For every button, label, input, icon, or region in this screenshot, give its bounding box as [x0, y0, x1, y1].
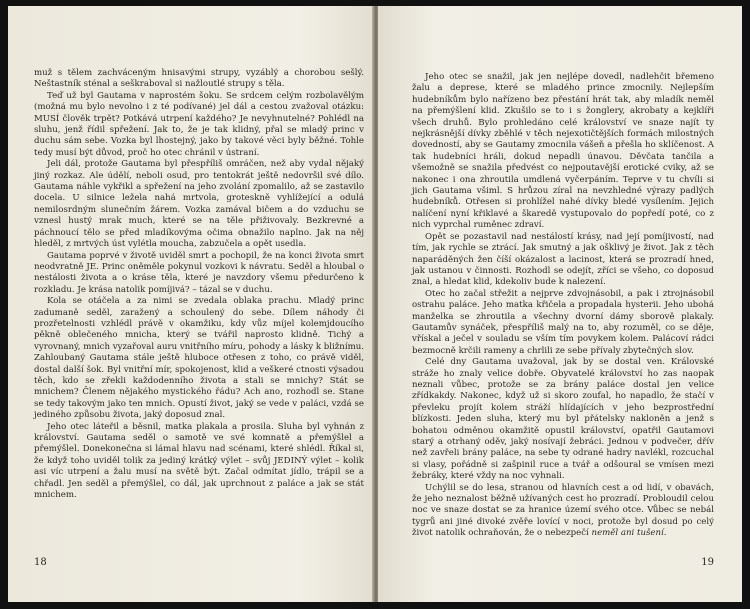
italic-phrase: neměl ani tušení.: [591, 528, 667, 539]
paragraph: Kola se otáčela a za nimi se zvedala oblaka prachu. Mladý princ zadumaně seděl, zaražený a schoulený do sebe. Dílem náhody či prozřetelnosti vzhlédl právě v okamžiku, kdy vůz míjel kolemjdoucího pěkně oblečeného mnicha, který se tvářil naprosto klidně. Tichý a vyrovnaný, mnich vyzařoval auru vnitřního míru, pohody a lásky k bližnímu. Zahloubaný Gautama stále ještě hluboce otřesen z toho, co právě viděl, dostal další šok. Byl vnitřní mír, spokojenost, klid a veškeré ctnosti výsadou těch, kdo se zřekli každodenního života a stali se mnichy? Stát se mnichem? Členem nějakého mystického řádu? Ach ano, rozhodl se. Stane se tedy takovým jako ten mnich. Opustí život, jaký se vede v paláci, vzdá se jediného způsobu života, jaký doposud znal.: [34, 296, 364, 421]
paragraph: muž s tělem zachváceným hnisavými strupy, vyzáblý a chorobou sešlý. Neštastník sténal a seškraboval si nažloutlé strupy s těla.: [34, 68, 364, 90]
page-number-right: 19: [701, 557, 714, 568]
paragraph: Jeli dál, protože Gautama byl přespříliš omráčen, než aby vydal nějaký jiný rozkaz. Ale údělí, neboli osud, pro tentokrát ještě nedovršil své dílo. Gautama náhle vykřikl a spřežení na jeho zvolání zpomalilo, až se zastavilo docela. U silnice ležela nahá mrtvola, groteskně vyhlížející a odulá nemilosrdným slunečním žárem. Vozka zamával bičem a do vzduchu se vznesl hustý mrak much, které se na těle přiživovaly. Bezkrevné a páchnoucí tělo se před mladíkovýma očima obnažilo naplno. Jak na něj hleděl, z mrtvých úst vylétla moucha, zabzučela a opět usedla.: [34, 159, 364, 250]
paragraph: Jeho otec láteřil a běsnil, matka plakala a prosila. Sluha byl vyhnán z království. Gautama seděl o samotě ve své komnatě a přemýšlel a přemýšlel. Donekonečna si lámal hlavu nad scénami, které shlédl. Říkal si, že když toho uviděl tolik za jediný krátký výlet – svůj JEDINÝ výlet – kolik asi víc utrpení a žalu musí na světě být. Začal odmítat jídlo, trápil se a chřadl. Jen seděl a přemýšlel, co dál, jak uprchnout z paláce a jak se stát mnichem.: [34, 421, 364, 501]
paragraph: Opět se pozastavil nad nestálostí krásy, nad její pomíjivostí, nad tím, jak rychle se ztrácí. Jak smutný a jak ošklivý je život. Jak z těch naparáděných žen číší okázalost a lacinost, která se prozradí hned, jak ustanou v činnosti. Rozhodl se odejít, zříci se všeho, co doposud znal, a hledat klid, kdekoliv bude k nalezení.: [412, 231, 714, 288]
right-page-text: [412, 72, 714, 540]
left-page: [8, 6, 374, 602]
paragraph: [412, 483, 714, 540]
page-number-left: 18: [34, 557, 47, 568]
right-page: [378, 6, 742, 602]
paragraph: Otec ho začal střežit a nejprve zdvojnásobil, a pak i ztrojnásobil ostrahu paláce. Jeho matka křičela a propadala hysterii. Jeho ubohá manželka se zhroutila a všechny dvorní dámy sborově plakaly. Gautamův synáček, přespříliš malý na to, aby rozuměl, co se děje, vřískal a ječel v souladu se vším tím povykem kolem. Palácoví rádci bezmocně krčili rameny a chrlili ze sebe přívaly zbytečných slov.: [412, 288, 714, 356]
paragraph-text: Uchýlil se do lesa, stranou od hlavních cest a od lidí, v obavách, že jeho neznalost běžně užívaných cest ho prozradí. Probloudil celou noc ve snaze dostat se za hranice území svého otce. Vůbec se nebál tygrů ani jiné divoké zvěře lovící v noci, protože byl dosud po celý život natolik ochraňován, že o nebezpečí: [412, 482, 714, 539]
left-page-text: [34, 68, 364, 501]
paragraph: Teď už byl Gautama v naprostém šoku. Se srdcem celým rozbolavělým (možná mu bylo nevolno i z té podívané) jel dál a cestou zvažoval otázku: MUSÍ člověk trpět? Potkává utrpení každého? Je nevyhnutelné? Pohlédl na sluhu, jenž řídil spřežení. Jak to, že je tak klidný, přal se mladý princ v duchu sám sebe. Vozka byl lhostejný, jako by takové věci byly běžné. Tohle tedy musí být důvod, proč ho otec chránil v ústraní.: [34, 90, 364, 158]
paragraph: Jeho otec se snažil, jak jen nejlépe dovedl, nadlehčit břemeno žalu a deprese, které se mladého prince zmocnily. Nejlepším hudebníkům bylo nařízeno bez přestání hrát tak, aby mladík neměl na přemýšlení klid. Zkušilo se to i s žonglery, akrobaty a kejklíři všech druhů. Bylo prohledáno celé království ve snaze najít ty nejkrásnější dívky zběhlé v těch nejexotičtějších formách milostných dovedností, aby se Gautamy zmocnila vášeň a přešla ho sklíčenost. A tak hudebníci hráli, dokud nepadli únavou. Děvčata tančila a všemožně se snažila předvést co nejpoutavější erotické cviky, až se nakonec i ona zhroutila umdlená vyčerpáním. Teprve v tu chvíli si jich Gautama všiml. S hrůzou zíral na nevzhledné výrazy padlých hudebníků. Otřesen si prohlížel nahé dívky bledé vysílením. Jejich nalíčení nyní křiklavé a škaredě vystupovalo do popředí poté, co z nich vyprchal ruměnec zdraví.: [412, 72, 714, 231]
paragraph: Celé dny Gautama uvažoval, jak by se dostal ven. Královské stráže ho znaly velice dobře. Obyvatelé království ho zas naopak neznali vůbec, protože se za brány paláce dostal jen velice zřídkakdy. Nakonec, když už si skoro zoufal, ho napadlo, že stačí v převleku projít kolem stráží hlídajících v jeho bezprostřední blízkosti. Jeden sluha, který mu byl přátelsky nakloněn a jenž s bohatou odměnou okamžitě opustil království, opatřil Gautamovi starý a otrhaný oděv, jaký nosívají žebráci. Jednou v podvečer, dřív než zavřeli brány paláce, na sebe ty odrané hadry navlékl, rozcuchal si vlasy, pořádně si zašpinil ruce a tvář a odšoural se vmísen mezi žebráky, které vždy na noc vyhnali.: [412, 357, 714, 482]
paragraph: Gautama poprvé v životě uviděl smrt a pochopil, že na konci života smrt neodvratně JE. Princ oněměle pokynul vozkovi k návratu. Seděl a hloubal o nestálosti života a o kráse těla, které je navzdory všemu předurčeno k rozkladu. Je krása natolik pomíjivá? – tázal se v duchu.: [34, 250, 364, 295]
